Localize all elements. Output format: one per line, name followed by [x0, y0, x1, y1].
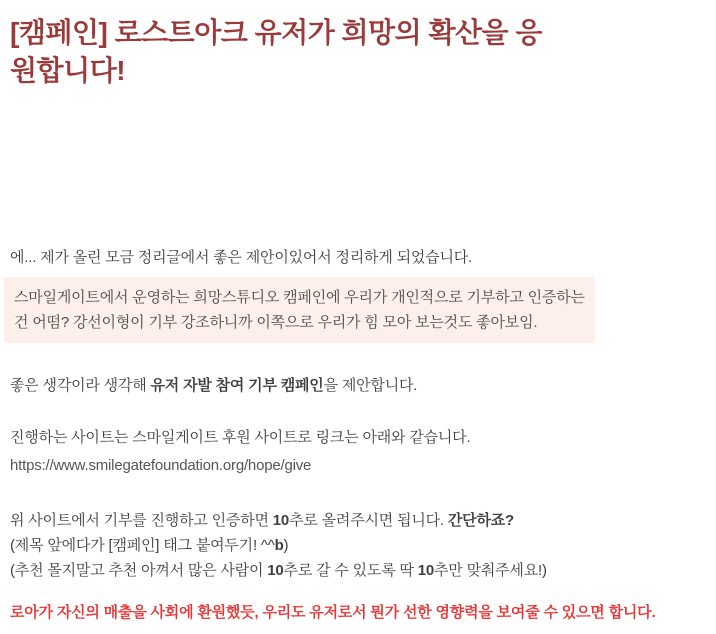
instruction-line-3	[10, 558, 706, 583]
instruction-1-bold-count: 10	[272, 512, 290, 529]
instruction-line-1	[10, 508, 706, 533]
instruction-2-text-2: )	[283, 537, 289, 554]
quote-box	[4, 277, 595, 343]
empty-space	[10, 90, 706, 248]
instruction-3-text-2: 추로 갈 수 있도록 딱	[283, 562, 418, 579]
instruction-3-bold-count-1: 10	[267, 562, 284, 579]
instruction-line-2	[10, 533, 706, 558]
instruction-1-text-2: 추로 올려주시면 됩니다.	[289, 512, 448, 529]
intro-paragraph: 에... 제가 올린 모금 정리글에서 좋은 제안이있어서 정리하게 되었습니다.	[10, 249, 473, 266]
instruction-1-text: 위 사이트에서 기부를 진행하고 인증하면	[10, 512, 273, 529]
quote-text: 스마일게이트에서 운영하는 희망스튜디오 캠페인에 우리가 개인적으로 기부하고 인증하는 건 어떰? 강선이형이 기부 강조하니까 이쪽으로 우리가 힘 모아 보는것도 좋아보임.	[14, 289, 585, 331]
site-url: https://www.smilegatefoundation.org/hope/give	[10, 457, 312, 474]
proposal-text-pre: 좋은 생각이라 생각해	[10, 377, 151, 394]
instruction-2-bold: b	[274, 537, 284, 554]
proposal-text-bold: 유저 자발 참여 기부 캠페인	[150, 377, 324, 394]
instructions-block	[10, 508, 706, 583]
footer-highlight: 로아가 자신의 매출을 사회에 환원했듯, 우리도 유저로서 뭔가 선한 영향력을 보여줄 수 있으면 합니다.	[10, 604, 656, 621]
instruction-3-text: (추천 몰지말고 추천 아껴서 많은 사람이	[10, 562, 268, 579]
proposal-text-post: 을 제안합니다.	[323, 377, 418, 394]
instruction-3-text-3: 추만 맞춰주세요!)	[434, 562, 547, 579]
instruction-3-bold-count-2: 10	[417, 562, 435, 579]
site-line-paragraph: 진행하는 사이트는 스마일게이트 후원 사이트로 링크는 아래와 같습니다.	[10, 429, 471, 446]
instruction-1-bold-tail: 간단하죠?	[447, 512, 514, 529]
post-title: [캠페인] 로스트아크 유저가 희망의 확산을 응원합니다!	[10, 17, 542, 86]
proposal-paragraph	[10, 376, 706, 395]
instruction-2-text: (제목 앞에다가 [캠페인] 태그 붙여두기! ^^	[10, 537, 275, 554]
